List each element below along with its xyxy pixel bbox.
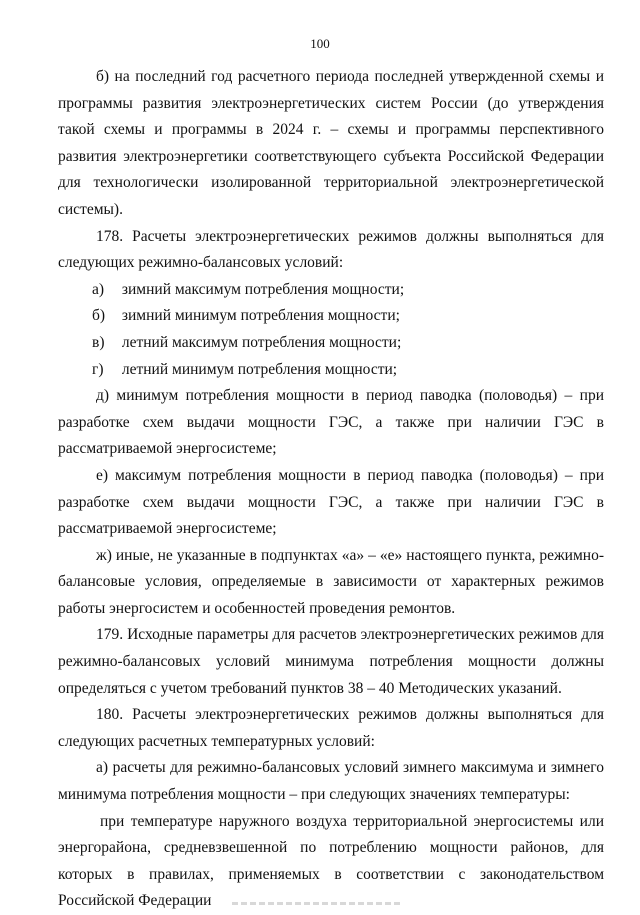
paragraph-e: е) максимум потребления мощности в период паводка (половодья) – при разработке схем выдачи мощности ГЭС, а также при наличии ГЭС в рассматриваемой энергосистеме; (58, 466, 604, 538)
paragraph-zh: ж) иные, не указанные в подпунктах «а» – «е» настоящего пункта, режимно-балансовые условия, определяемые в зависимости от характерных режимов работы энергосистем и особенностей проведения ремонтов. (58, 546, 604, 617)
paragraph-178: 178. Расчеты электроэнергетических режимов должны выполняться для следующих режимно-балансовых условий: (58, 227, 604, 272)
paragraph-179: 179. Исходные параметры для расчетов электроэнергетических режимов для режимно-балансовых условий минимума потребления мощности должны определяться с учетом требований пунктов 38 – 40 Методических указаний. (58, 626, 604, 697)
list-item-label: а) (92, 280, 105, 298)
paragraph-180: 180. Расчеты электроэнергетических режимов должны выполняться для следующих расчетных температурных условий: (58, 706, 604, 750)
list-item-b (58, 303, 604, 330)
list-item-text: летний минимум потребления мощности; (121, 360, 398, 378)
page-number: 100 (310, 36, 330, 51)
list-item-v (58, 330, 604, 357)
list-item-label: б) (92, 307, 106, 325)
paragraph-temperature: при температуре наружного воздуха территориальной энергосистемы или энергорайона, средневзвешенной по потреблению мощности районов, для которых в правилах, применяемых в соответствии с законодательством Российской Федерации (58, 812, 604, 910)
list-item-text: летний максимум потребления мощности; (121, 333, 402, 351)
document-body (58, 64, 604, 915)
list-item-text: зимний минимум потребления мощности; (121, 307, 400, 325)
list-item-label: г) (92, 360, 104, 378)
list-item-label: в) (92, 333, 105, 351)
list-item-a (58, 277, 604, 304)
paragraph-d: д) минимум потребления мощности в период паводка (половодья) – при разработке схем выдачи мощности ГЭС, а также при наличии ГЭС в рассматриваемой энергосистеме; (58, 387, 604, 458)
list-item-text: зимний максимум потребления мощности; (121, 280, 405, 298)
paragraph-b-last-year: б) на последний год расчетного периода последней утвержденной схемы и программы развития электроэнергетических систем России (до утверждения такой схемы и программы в 2024 г. – схемы и программы перспективного развития электроэнергетики соответствующего субъекта Российской Федерации для технологически изолированной территориальной электроэнергетической системы). (58, 68, 604, 218)
paragraph-180-a: а) расчеты для режимно-балансовых условий зимнего максимума и зимнего минимума потребления мощности – при следующих значениях температуры: (58, 759, 604, 804)
list-item-g (58, 357, 604, 384)
